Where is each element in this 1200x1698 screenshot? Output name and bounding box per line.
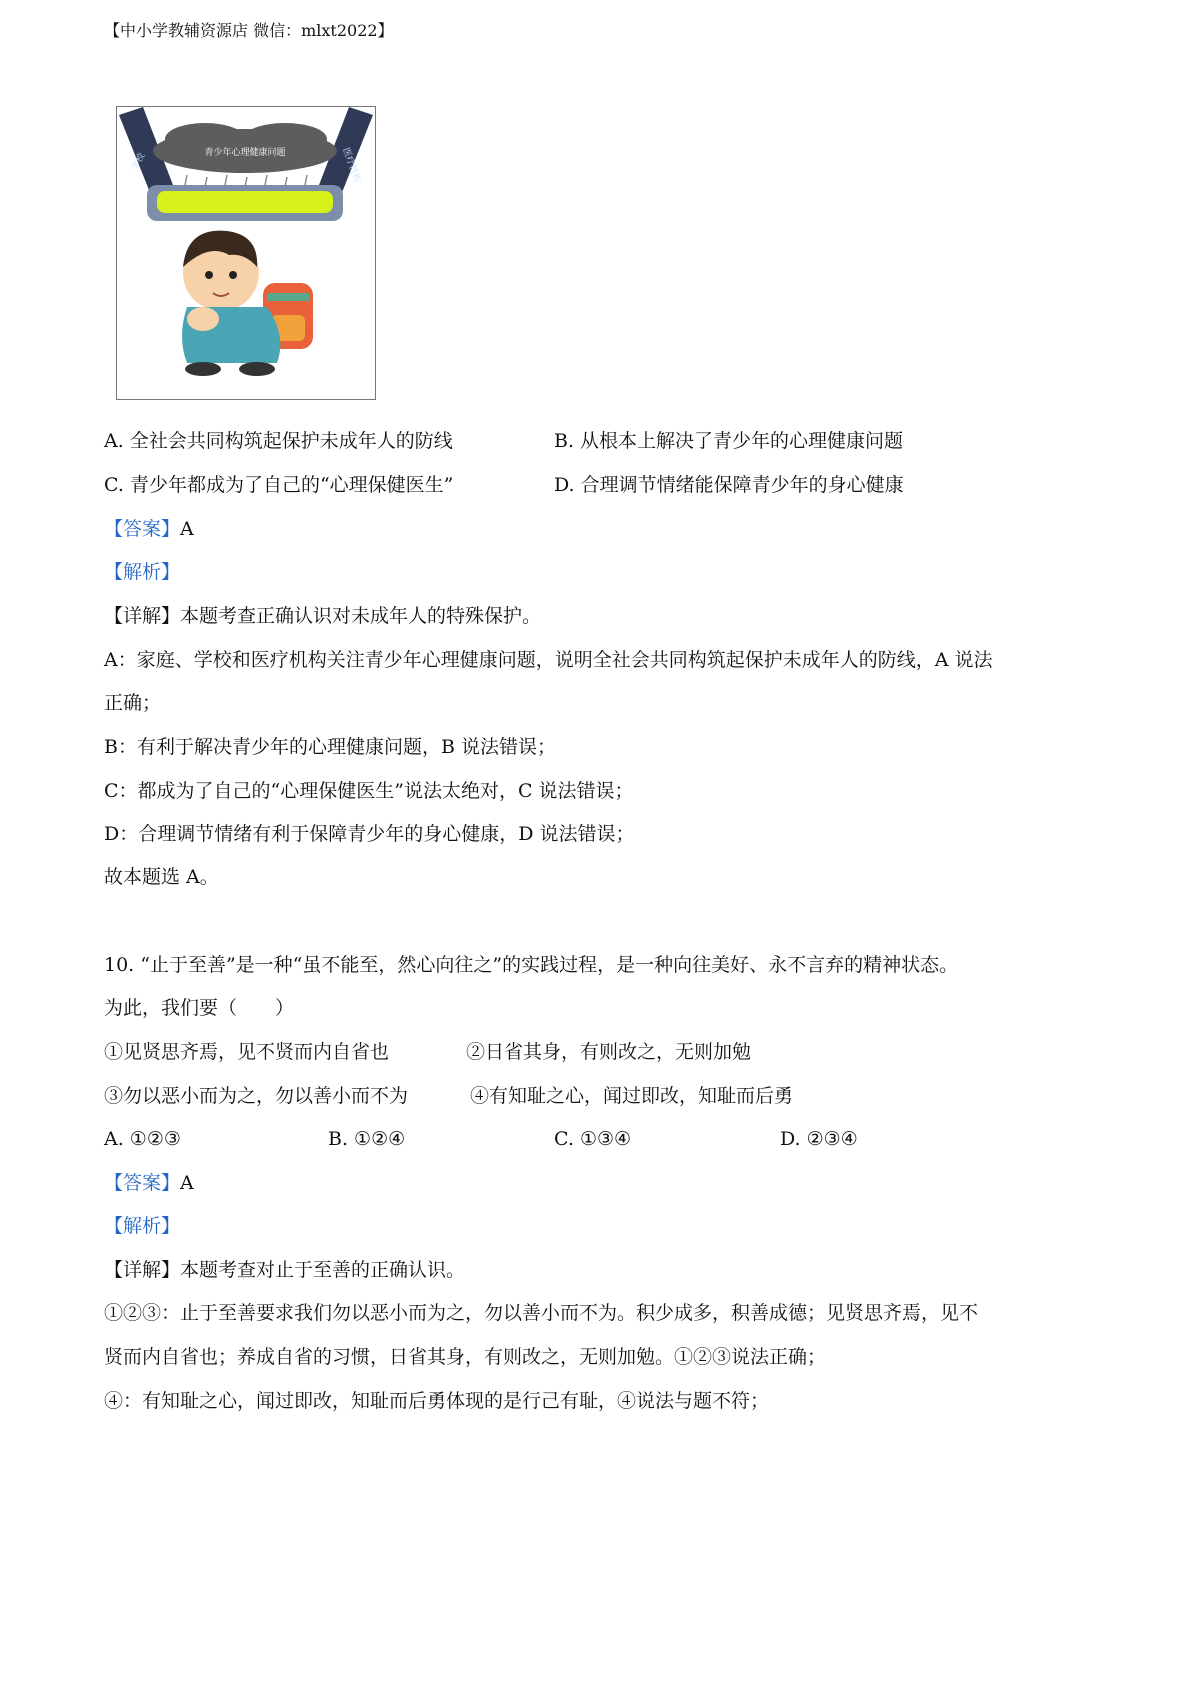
q10-option-d: D. ②③④: [780, 1128, 858, 1150]
q9-answer: [104, 516, 194, 542]
q10-explain-4: ④：有知耻之心，闻过即改，知耻而后勇体现的是行己有耻，④说法与题不符；: [104, 1390, 770, 1412]
q9-explain-b: B：有利于解决青少年的心理健康问题，B 说法错误；: [104, 736, 556, 758]
q10-option-b: B. ①②④: [328, 1128, 406, 1150]
q9-explain-d: D：合理调节情绪有利于保障青少年的身心健康，D 说法错误；: [104, 823, 635, 845]
q9-option-d: D. 合理调节情绪能保障青少年的身心健康: [554, 474, 904, 496]
cartoon-illustration: [116, 106, 376, 400]
q9-explain-a-line1: A：家庭、学校和医疗机构关注青少年心理健康问题，说明全社会共同构筑起保护未成年人的防线，A 说法: [104, 649, 993, 671]
q9-option-c: C. 青少年都成为了自己的“心理保健医生”: [104, 474, 454, 496]
q10-detail: 【详解】本题考查对止于至善的正确认识。: [104, 1259, 466, 1281]
q9-option-b: B. 从根本上解决了青少年的心理健康问题: [554, 430, 904, 452]
q9-detail: 【详解】本题考查正确认识对未成年人的特殊保护。: [104, 605, 542, 627]
q10-option-c: C. ①③④: [554, 1128, 632, 1150]
q10-statement-3: ③勿以恶小而为之，勿以善小而不为: [104, 1085, 409, 1107]
q10-statement-2: ②日省其身，有则改之，无则加勉: [466, 1041, 752, 1063]
q10-stem-line2: 为此，我们要（ ）: [104, 997, 295, 1019]
watermark: 【中小学教辅资源店 微信：mlxt2022】: [104, 21, 394, 40]
q10-answer: [104, 1170, 194, 1196]
sleeve-right-label: 医疗机构: [340, 146, 362, 184]
q10-statement-1: ①见贤思齐焉，见不贤而内自省也: [104, 1041, 390, 1063]
answer-tag: 【答案】: [104, 518, 181, 540]
cloud-caption: 青少年心理健康问题: [204, 148, 286, 158]
sleeve-left-label: 学校: [130, 151, 148, 173]
q9-option-a: A. 全社会共同构筑起保护未成年人的防线: [104, 430, 453, 452]
answer-value: A: [180, 1172, 194, 1194]
answer-value: A: [180, 518, 194, 540]
q10-explain-1-line2: 贤而内自省也；养成自省的习惯，日省其身，有则改之，无则加勉。①②③说法正确；: [104, 1346, 827, 1368]
q10-option-a: A. ①②③: [104, 1128, 181, 1150]
answer-tag: 【答案】: [104, 1172, 181, 1194]
q10-analysis-tag: 【解析】: [104, 1215, 181, 1237]
q9-conclusion: 故本题选 A。: [104, 866, 219, 888]
q10-explain-1-line1: ①②③：止于至善要求我们勿以恶小而为之，勿以善小而不为。积少成多，积善成德；见贤思齐焉，见不: [104, 1302, 979, 1324]
q10-statement-4: ④有知耻之心，闻过即改，知耻而后勇: [470, 1085, 794, 1107]
q9-explain-a-line2: 正确；: [104, 692, 162, 714]
q10-stem-line1: 10. “止于至善”是一种“虽不能至，然心向往之”的实践过程，是一种向往美好、永不言弃的精神状态。: [104, 954, 959, 976]
q9-explain-c: C：都成为了自己的“心理保健医生”说法太绝对，C 说法错误；: [104, 780, 634, 802]
q9-analysis-tag: 【解析】: [104, 561, 181, 583]
